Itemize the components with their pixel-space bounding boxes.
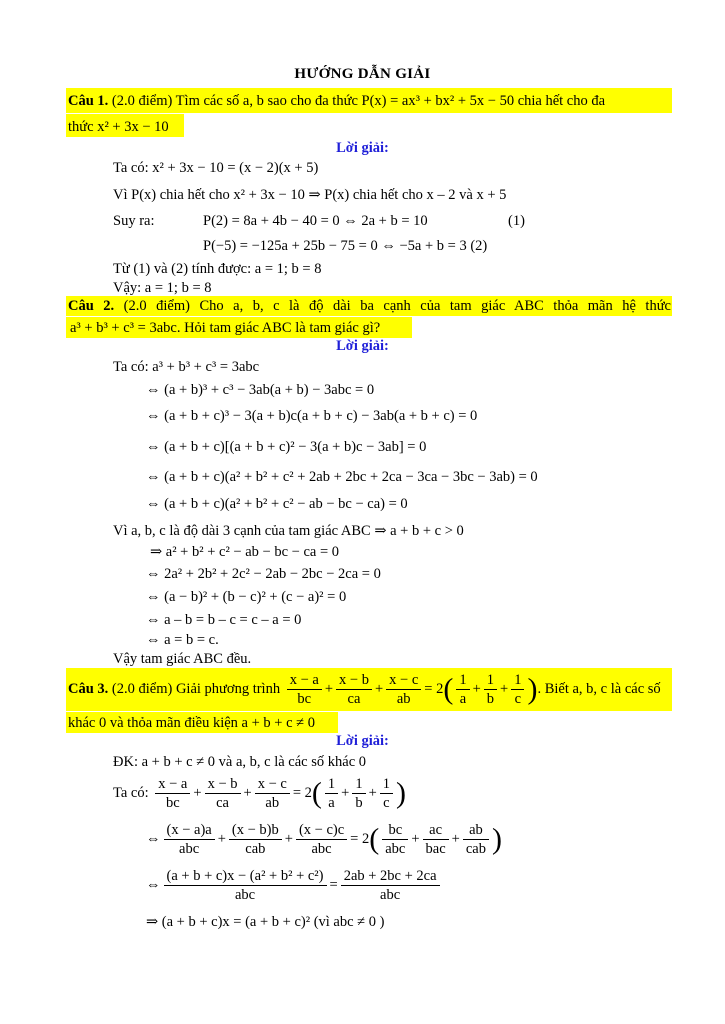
- q3-s1-f2-num: x − b: [205, 775, 241, 794]
- q3-den-b: b: [486, 691, 495, 708]
- q3-inv-c: [511, 671, 524, 708]
- q3-one-a: 1: [456, 671, 469, 690]
- q2-conclusion: Vậy tam giác ABC đều.: [113, 651, 252, 667]
- q3-prompt-line1: Câu 3. (2.0 điểm) Giải phương trình $\frac{x - a}{bc}$ + $\frac{x - b}{ca}$ + $\frac{x - c}{ab}$ = 2( $\frac{1}{a}$ + $\frac{1}{b}$ + $\frac{1}{c}$ ). Biết a, b, c là các số: [68, 672, 661, 708]
- q2-prompt-line1: [68, 296, 671, 316]
- q3-s2-f1-num: (x − a)a: [164, 821, 215, 840]
- q3-s2-g3-den: cab: [465, 841, 486, 858]
- q2-step-3: ⇔ (a + b + c)³ − 3(a + b)c(a + b + c) − 3ab(a + b + c) = 0: [146, 408, 478, 424]
- q2-step-8: ⇒ a² + b² + c² − ab − bc − ca = 0: [150, 544, 339, 560]
- q3-s3-rhs-den: abc: [380, 887, 401, 904]
- q3-prompt-tail: . Biết a, b, c là các số: [537, 681, 661, 697]
- q3-s1-f1-den: bc: [165, 795, 180, 812]
- q3-s1-f3: [255, 775, 290, 812]
- q3-step-4: ⇒ (a + b + c)x = (a + b + c)² (vì abc ≠ 0 ): [146, 914, 385, 930]
- q3-s2-f2-num: (x − b)b: [229, 821, 282, 840]
- q3-s1-f1: [155, 775, 190, 812]
- q3-s2-f3-den: abc: [311, 841, 332, 858]
- q3-s1-one-c: 1: [380, 775, 393, 794]
- q3-s1-f1-num: x − a: [155, 775, 190, 794]
- q3-inv-a: [456, 671, 469, 708]
- q3-s1-one-b: 1: [352, 775, 365, 794]
- q3-step-1: Ta có: $\frac{x - a}{bc}$ + $\frac{x - b}{ca}$ + $\frac{x - c}{ab}$ = 2( $\frac{1}{a}$ + $\frac{1}{b}$ + $\frac{1}{c}$ ): [113, 776, 406, 812]
- q2-step-11: ⇔ a – b = b – c = c – a = 0: [146, 612, 302, 628]
- q1-step-4: P(−5) = −125a + 25b − 75 = 0 ⇔ −5a + b = 3 (2): [203, 238, 488, 254]
- q1-eq-number-1: (1): [508, 213, 525, 229]
- q3-f3-num: x − c: [386, 671, 421, 690]
- q2-step-4: ⇔ (a + b + c)[(a + b + c)² − 3(a + b)c − 3ab] = 0: [146, 439, 427, 455]
- q2-step-1: Ta có: a³ + b³ + c³ = 3abc: [113, 359, 260, 375]
- q3-s3-lhs-den: abc: [234, 887, 256, 904]
- q2-label: Câu 2.: [68, 298, 115, 314]
- q1-prompt-text: (2.0 điểm) Tìm các số a, b sao cho đa thức P(x) = ax³ + bx² + 5x − 50 chia hết cho đa: [108, 93, 606, 109]
- q1-step-1: Ta có: x² + 3x − 10 = (x − 2)(x + 5): [113, 160, 319, 176]
- q2-solution-heading: Lời giải:: [336, 338, 389, 354]
- q3-step-3: ⇔ $\frac{\text{(a + b + c)x − (a² + b² + c²)}}{\text{abc}}$ = $\frac{2ab + 2bc + 2ca}{\text{abc}}$: [146, 864, 443, 906]
- q3-s2-f2-den: cab: [245, 841, 266, 858]
- q3-taco: Ta có:: [113, 785, 149, 801]
- q3-s2-g2: [423, 821, 449, 858]
- q3-s2-f1-den: abc: [179, 841, 200, 858]
- q2-step-12: ⇔ a = b = c.: [146, 632, 219, 648]
- q3-s1-f3-num: x − c: [255, 775, 290, 794]
- q3-prompt-line2: khác 0 và thỏa mãn điều kiện a + b + c ≠ 0: [68, 715, 315, 731]
- q1-step-3: P(2) = 8a + 4b − 40 = 0 ⇔ 2a + b = 10: [203, 213, 428, 229]
- q3-one-c: 1: [511, 671, 524, 690]
- q3-solution-heading: Lời giải:: [336, 733, 389, 749]
- q3-s1-den-a: a: [328, 795, 335, 812]
- q2-step-6: ⇔ (a + b + c)(a² + b² + c² − ab − bc − ca) = 0: [146, 496, 408, 512]
- q3-s1-f2-den: ca: [216, 795, 229, 812]
- q3-f3-den: ab: [396, 691, 411, 708]
- q1-prompt-line1: [68, 91, 605, 111]
- q3-s1-inv-c: [380, 775, 393, 812]
- q3-s3-lhs-num: (a + b + c)x − (a² + b² + c²): [164, 867, 327, 886]
- q3-s2-equals: = 2: [350, 831, 370, 847]
- q3-s2-g1: [382, 821, 408, 858]
- q1-conclusion: Vậy: a = 1; b = 8: [113, 280, 212, 296]
- q3-s1-f3-den: ab: [265, 795, 280, 812]
- q2-prompt-line2: a³ + b³ + c³ = 3abc. Hỏi tam giác ABC là tam giác gì?: [70, 320, 381, 336]
- q3-f2-den: ca: [347, 691, 361, 708]
- q3-s1-den-b: b: [355, 795, 363, 812]
- q3-one-b: 1: [484, 671, 497, 690]
- q2-step-7: Vì a, b, c là độ dài 3 cạnh của tam giác ABC ⇒ a + b + c > 0: [113, 523, 464, 539]
- q3-prompt-text: (2.0 điểm) Giải phương trình: [108, 681, 281, 697]
- q3-s2-f3: [296, 821, 347, 858]
- q2-step-9: ⇔ 2a² + 2b² + 2c² − 2ab − 2bc − 2ca = 0: [146, 566, 381, 582]
- q3-s2-g1-num: bc: [382, 821, 408, 840]
- q3-f1-den: bc: [297, 691, 312, 708]
- q1-step-2: Vì P(x) chia hết cho x² + 3x − 10 ⇒ P(x) chia hết cho x – 2 và x + 5: [113, 187, 507, 203]
- page-title: HƯỚNG DẪN GIẢI: [294, 66, 431, 82]
- q3-label: Câu 3.: [68, 681, 109, 697]
- q3-s2-g3: [463, 821, 489, 858]
- q1-solution-heading: Lời giải:: [336, 140, 389, 156]
- q1-step-5: Từ (1) và (2) tính được: a = 1; b = 8: [113, 261, 322, 277]
- q2-prompt-text: (2.0 điểm) Cho a, b, c là độ dài ba cạnh của tam giác ABC thỏa mãn hệ thức: [114, 298, 671, 314]
- q3-step-2: ⇔ $\frac{(x - a)a}{\text{abc}}$ + $\frac{(x - b)b}{\text{cab}}$ + $\frac{(x - c)c}{\text{abc}}$ = 2( $\frac{bc}{\text{abc}}$ + $\frac{ac}{\text{bac}}$ + $\frac{ab}{\text{cab}}$ ): [146, 822, 502, 858]
- q2-step-2: ⇔ (a + b)³ + c³ − 3ab(a + b) − 3abc = 0: [146, 382, 375, 398]
- q3-s3-rhs: [341, 867, 440, 904]
- q3-s2-g3-num: ab: [463, 821, 489, 840]
- q3-equals: = 2: [424, 681, 444, 697]
- q3-s2-f1: [164, 821, 215, 858]
- q2-step-10: ⇔ (a − b)² + (b − c)² + (c − a)² = 0: [146, 589, 347, 605]
- q3-fraction-2: [336, 671, 372, 708]
- q1-label: Câu 1.: [68, 93, 109, 109]
- q3-s2-f3-num: (x − c)c: [296, 821, 347, 840]
- q3-s3-rhs-num: 2ab + 2bc + 2ca: [341, 867, 440, 886]
- q3-inv-b: [484, 671, 497, 708]
- q3-s1-inv-b: [352, 775, 365, 812]
- q1-prompt-line2: thức x² + 3x − 10: [68, 119, 169, 135]
- q3-condition: ĐK: a + b + c ≠ 0 và a, b, c là các số khác 0: [113, 754, 366, 770]
- q3-s2-g1-den: abc: [385, 841, 406, 858]
- q3-s2-g2-num: ac: [423, 821, 449, 840]
- q3-s1-den-c: c: [383, 795, 390, 812]
- q2-step-5: ⇔ (a + b + c)(a² + b² + c² + 2ab + 2bc + 2ca − 3ca − 3bc − 3ab) = 0: [146, 469, 538, 485]
- q3-s3-lhs: [164, 867, 327, 904]
- q3-s1-f2: [205, 775, 241, 812]
- q3-f1-num: x − a: [287, 671, 322, 690]
- q3-s1-equals: = 2: [292, 785, 312, 801]
- q3-fraction-3: [386, 671, 421, 708]
- q3-den-c: c: [514, 691, 522, 708]
- q3-fraction-1: [287, 671, 322, 708]
- q3-den-a: a: [459, 691, 467, 708]
- q3-s1-one-a: 1: [325, 775, 338, 794]
- q3-s2-g2-den: bac: [425, 841, 446, 858]
- q1-step-3-label: Suy ra:: [113, 213, 155, 229]
- q3-s2-f2: [229, 821, 282, 858]
- q3-s1-inv-a: [325, 775, 338, 812]
- q3-f2-num: x − b: [336, 671, 372, 690]
